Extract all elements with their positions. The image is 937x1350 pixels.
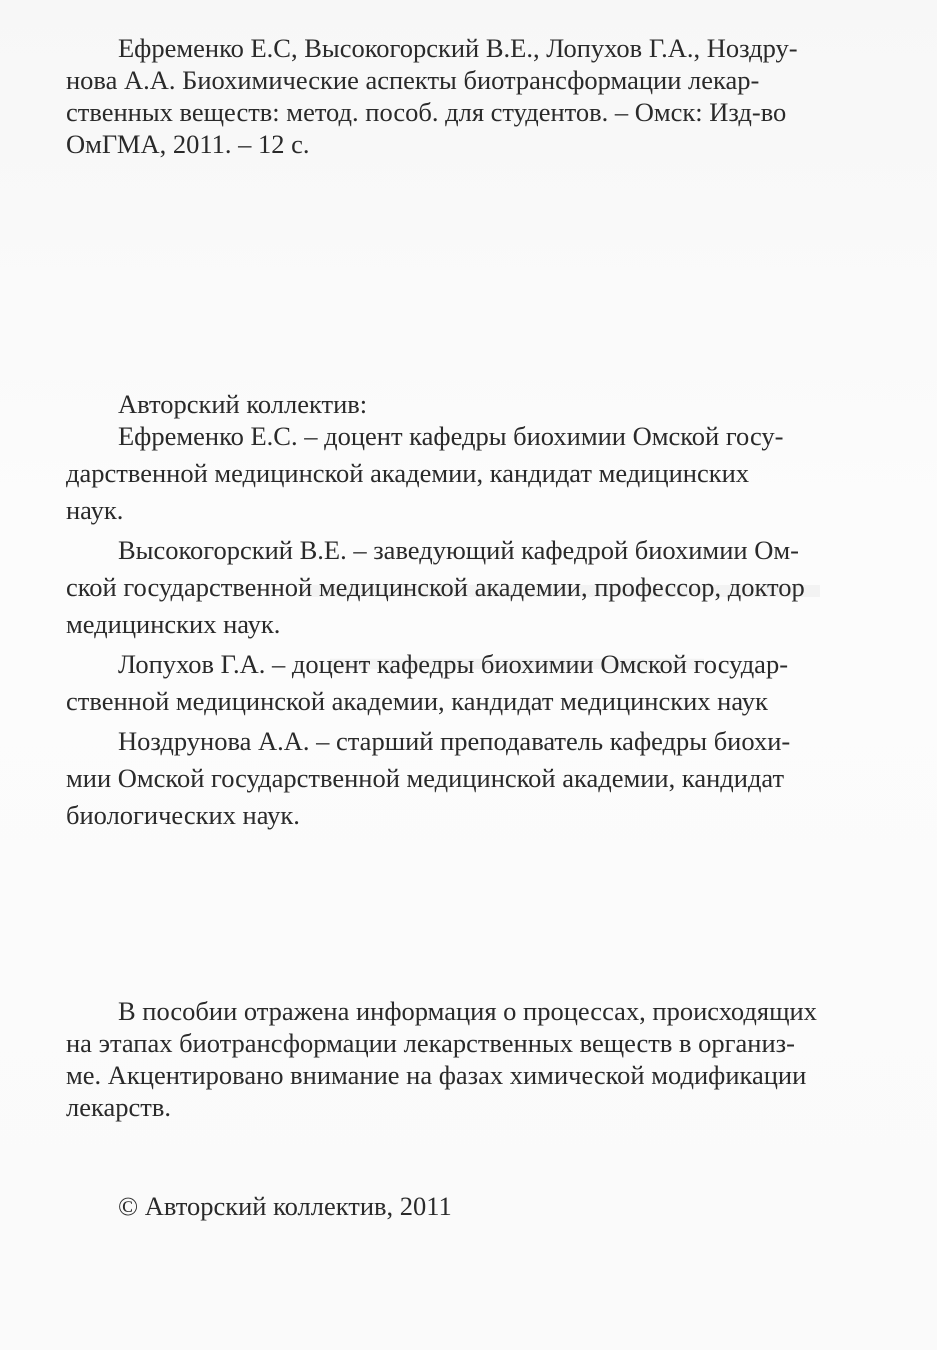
reference-line: ственных веществ: метод. пособ. для студентов. – Омск: Изд-во [66,97,787,127]
reference-line: ОмГМА, 2011. – 12 с. [66,129,310,159]
abstract-line: лекарств. [66,1092,171,1122]
author-line: ской государственной медицинской академии, профессор, доктор [66,572,805,602]
abstract-line: ме. Акцентировано внимание на фазах химической модификации [66,1060,807,1090]
author-line: медицинских наук. [66,609,281,639]
authors-heading: Авторский коллектив: [118,389,368,419]
author-entry [66,534,872,640]
author-line: мии Омской государственной медицинской академии, кандидат [66,763,785,793]
bibliographic-reference [66,32,872,160]
reference-line: нова А.А. Биохимические аспекты биотрансформации лекар- [66,65,760,95]
reference-line: Ефременко Е.С, Высокогорский В.Е., Лопухов Г.А., Ноздру- [118,33,798,63]
author-line: дарственной медицинской академии, кандидат медицинских [66,458,750,488]
author-line: Лопухов Г.А. – доцент кафедры биохимии Омской государ- [118,649,789,679]
author-entry [66,420,872,526]
author-line: Ноздрунова А.А. – старший преподаватель кафедры биохи- [118,726,791,756]
author-line: ственной медицинской академии, кандидат медицинских наук [66,686,768,716]
abstract [66,995,872,1123]
author-line: Ефременко Е.С. – доцент кафедры биохимии Омской госу- [118,421,784,451]
author-line: биологических наук. [66,800,300,830]
author-line: Высокогорский В.Е. – заведующий кафедрой биохимии Ом- [118,535,799,565]
author-line: наук. [66,495,124,525]
abstract-line: на этапах биотрансформации лекарственных веществ в организ- [66,1028,795,1058]
abstract-line: В пособии отражена информация о процессах, происходящих [118,996,817,1026]
copyright-notice: © Авторский коллектив, 2011 [118,1191,452,1221]
author-entry [66,648,872,717]
author-entry [66,725,872,831]
authors-section [66,388,872,831]
